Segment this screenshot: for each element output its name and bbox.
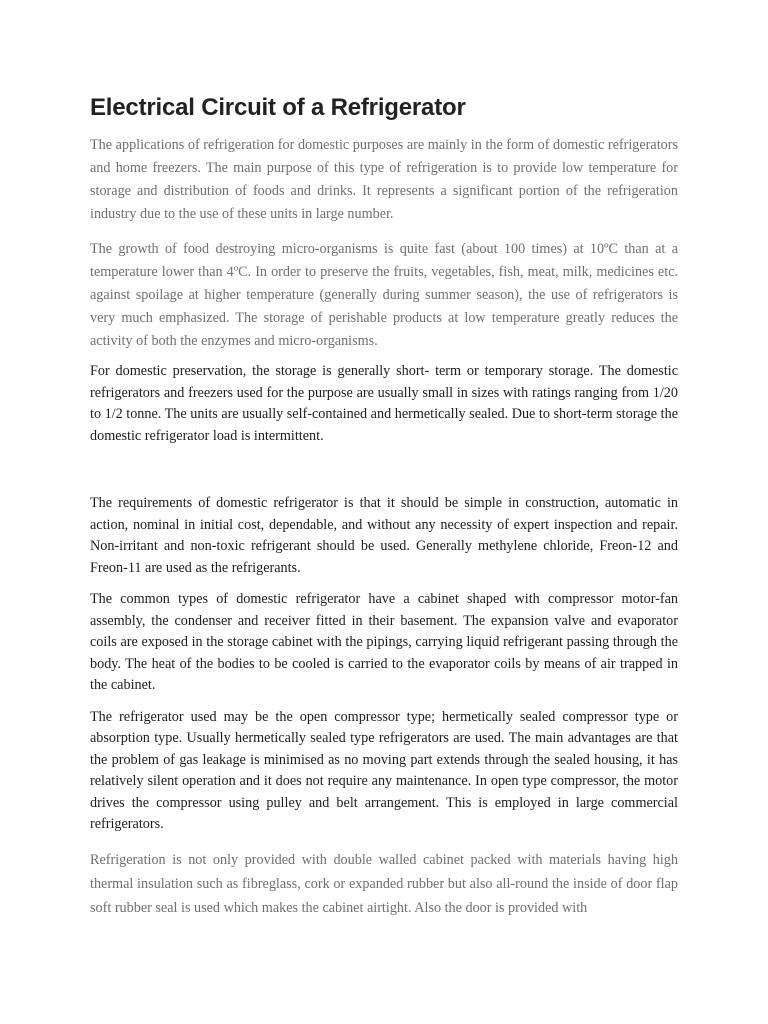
paragraph-requirements: The requirements of domestic refrigerator is that it should be simple in construction, automatic in action, nominal in initial cost, dependable, and without any necessity of expert inspection and repair. Non-irritant and non-toxic refrigerant should be used. Generally methylene chloride, Freon-12 and Freon-11 are used as the refrigerants. [90,495,678,576]
paragraph-domestic-preservation: For domestic preservation, the storage is generally short- term or temporary storage. The domestic refrigerators and freezers used for the purpose are usually small in sizes with ratings ranging from 1/20 to 1/2 tonne. The units are usually self-contained and hermetically sealed. Due to short-term storage the domestic refrigerator load is intermittent. [90,363,678,444]
paragraph-insulation: Refrigeration is not only provided with double walled cabinet packed with materials having high thermal insulation such as fibreglass, cork or expanded rubber but also all-round the inside of door flap soft rubber seal is used which makes the cabinet airtight. Also the door is provided with [90,851,678,916]
paragraph-common-types: The common types of domestic refrigerator have a cabinet shaped with compressor motor-fan assembly, the condenser and receiver fitted in their basement. The expansion valve and evaporator coils are exposed in the storage cabinet with the pipings, carrying liquid refrigerant passing through the body. The heat of the bodies to be cooled is carried to the evaporator coils by means of air trapped in the cabinet. [90,591,678,693]
paragraph-applications: The applications of refrigeration for domestic purposes are mainly in the form of domestic refrigerators and home freezers. The main purpose of this type of refrigeration is to provide low temperature for storage and distribution of foods and drinks. It represents a significant portion of the refrigeration industry due to the use of these units in large number. [90,137,678,222]
document-title: Electrical Circuit of a Refrigerator [90,94,466,121]
paragraph-compressor-types: The refrigerator used may be the open compressor type; hermetically sealed compressor type or absorption type. Usually hermetically sealed type refrigerators are used. The main advantages are that the problem of gas leakage is minimised as no moving part extends through the sealed housing, it has relatively silent operation and it does not require any maintenance. In open type compressor, the motor drives the compressor using pulley and belt arrangement. This is employed in large commercial refrigerators. [90,708,678,832]
paragraph-micro-organisms: The growth of food destroying micro-organisms is quite fast (about 100 times) at 10ºC than at a temperature lower than 4ºC. In order to preserve the fruits, vegetables, fish, meat, milk, medicines etc. against spoilage at higher temperature (generally during summer season), the use of refrigerators is very much emphasized. The storage of perishable products at low temperature greatly reduces the activity of both the enzymes and micro-organisms. [90,241,678,349]
